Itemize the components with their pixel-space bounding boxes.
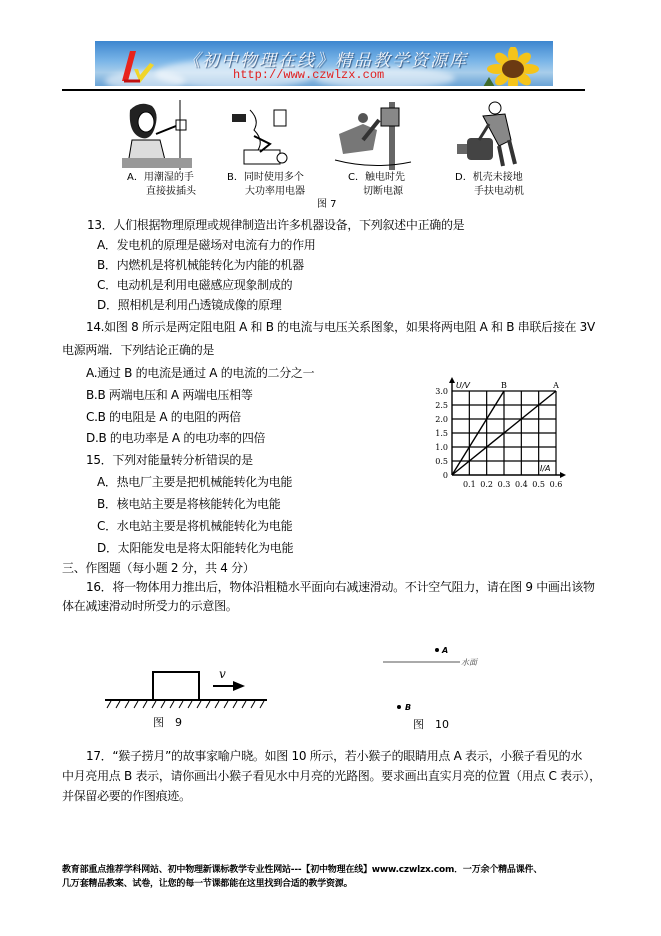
- point-a: [435, 648, 439, 652]
- banner-title: 《初中物理在线》精品教学资源库: [183, 51, 468, 71]
- figure7-picture-c: [333, 100, 413, 170]
- q14-option-a: A.通过 B 的电流是通过 A 的电流的二分之一: [86, 366, 315, 380]
- velocity-label: v: [219, 667, 226, 681]
- hatch-mark: [125, 701, 129, 708]
- y-axis-arrow: [449, 377, 455, 383]
- hatch-mark: [206, 701, 210, 708]
- section3-heading: 三、作图题（每小题 2 分，共 4 分）: [62, 561, 255, 575]
- point-a-label: A: [442, 646, 449, 655]
- figure8-chart: [420, 375, 570, 490]
- figure7-label-d-line1: D．机壳未接地: [455, 172, 523, 183]
- q16-line2: 体在减速滑动时所受力的示意图。: [62, 599, 238, 613]
- figure7-label-c-line2: 切断电源: [363, 186, 403, 197]
- logo-icon: [120, 49, 164, 85]
- figure7-label-d-line2: 手扶电动机: [474, 186, 524, 197]
- hatch-mark: [161, 701, 165, 708]
- footer-line1: 教育部重点推荐学科网站、初中物理新课标教学专业性网站---【初中物理在线】www.czwlzx.com．一万余个精品课件、: [62, 865, 543, 875]
- hatch-mark: [215, 701, 219, 708]
- hatch-mark: [233, 701, 237, 708]
- header-banner: [95, 41, 553, 86]
- figure7-label-a-line2: 直接拔插头: [146, 186, 196, 197]
- figure7-label-b-line1: B．同时使用多个: [227, 172, 304, 183]
- hatch-mark: [242, 701, 246, 708]
- water-surface-label: 水面: [461, 658, 477, 667]
- figure10-caption: 图 10: [413, 718, 449, 731]
- figure7-label-c-line1: C．触电时先: [348, 172, 405, 183]
- q14-option-b: B.B 两端电压和 A 两端电压相等: [86, 388, 253, 402]
- y-tick-label: 0: [442, 471, 448, 480]
- q13-option-a: A．发电机的原理是磁场对电流有力的作用: [97, 238, 316, 252]
- hatch-mark: [260, 701, 264, 708]
- hatch-mark: [170, 701, 174, 708]
- figure7-picture-b: [230, 100, 295, 170]
- hatch-mark: [179, 701, 183, 708]
- q15-option-c: C．水电站主要是将机械能转化为电能: [97, 519, 293, 533]
- x-tick-label: 0.6: [549, 480, 563, 489]
- x-tick-label: 0.3: [497, 480, 511, 489]
- page-footer: [62, 863, 542, 891]
- x-tick-label: 0.4: [514, 480, 528, 489]
- q15-option-d: D．太阳能发电是将太阳能转化为电能: [97, 541, 294, 555]
- figure10-diagram: [375, 640, 505, 735]
- point-b-label: B: [405, 703, 412, 712]
- x-tick-label: 0.2: [480, 480, 494, 489]
- q13-option-b: B．内燃机是将机械能转化为内能的机器: [97, 258, 304, 272]
- header-divider: [62, 89, 585, 91]
- y-tick-label: 3.0: [435, 387, 448, 396]
- hatch-mark: [134, 701, 138, 708]
- series-label-a: A: [553, 381, 559, 390]
- banner-url: http://www.czwlzx.com: [233, 68, 385, 82]
- q14-option-d: D.B 的电功率是 A 的电功率的四倍: [86, 431, 266, 445]
- y-tick-label: 2.5: [435, 401, 448, 410]
- footer-line2: 几万套精品教案、试卷，让您的每一节课都能在这里找到合适的教学资源。: [62, 879, 353, 889]
- figure7-picture-a: [120, 100, 195, 170]
- q17-line3: 并保留必要的作图痕迹。: [62, 789, 191, 803]
- figure7-picture-d: [453, 100, 528, 170]
- hatch-mark: [143, 701, 147, 708]
- q17-line2: 中月亮用点 B 表示，请你画出小猴子看见水中月亮的光路图。要求画出直实月亮的位置（用点 C 表示），: [62, 769, 601, 783]
- q15-option-a: A．热电厂主要是把机械能转化为电能: [97, 475, 293, 489]
- figure7-label-a-line1: A．用潮湿的手: [127, 172, 194, 183]
- hatch-mark: [107, 701, 111, 708]
- block: [153, 672, 199, 700]
- q17-line1: 17．“猴子捞月”的故事家喻户晓。如图 10 所示，若小猴子的眼睛用点 A 表示，小猴子看见的水: [86, 749, 583, 763]
- x-axis-label: I/A: [540, 464, 551, 473]
- y-axis-label: U/V: [456, 381, 471, 390]
- hatch-mark: [197, 701, 201, 708]
- q14-stem-line1: 14.如图 8 所示是两定阻电阻 A 和 B 的电流与电压关系图象，如果将两电阻 A 和 B 串联后接在 3V: [86, 320, 595, 334]
- figure9-caption: 图 9: [153, 716, 182, 729]
- y-tick-label: 2.0: [435, 415, 448, 424]
- sunflower-icon: [475, 47, 545, 86]
- figure7-label-b-line2: 大功率用电器: [245, 186, 305, 197]
- hatch-mark: [188, 701, 192, 708]
- y-tick-label: 1.5: [435, 429, 448, 438]
- x-tick-label: 0.1: [462, 480, 476, 489]
- velocity-arrowhead: [233, 681, 245, 691]
- hatch-mark: [152, 701, 156, 708]
- q15-stem: 15．下列对能量转分析错误的是: [86, 453, 253, 467]
- q13-option-c: C．电动机是利用电磁感应现象制成的: [97, 278, 293, 292]
- q14-stem-line2: 电源两端．下列结论正确的是: [62, 343, 215, 357]
- x-tick-label: 0.5: [532, 480, 546, 489]
- series-label-b: B: [501, 381, 507, 390]
- y-tick-label: 0.5: [435, 457, 448, 466]
- y-tick-label: 1.0: [435, 443, 448, 452]
- q15-option-b: B．核电站主要是将核能转化为电能: [97, 497, 281, 511]
- hatch-mark: [224, 701, 228, 708]
- figure7-caption: 图 7: [317, 199, 337, 210]
- q13-stem: 13．人们根据物理原理或规律制造出许多机器设备，下列叙述中正确的是: [87, 218, 465, 232]
- hatch-mark: [251, 701, 255, 708]
- ground-hatching: [107, 701, 264, 708]
- figure9-diagram: [95, 660, 275, 730]
- q16-line1: 16．将一物体用力推出后，物体沿粗糙水平面向右减速滑动。不计空气阻力，请在图 9 中画出该物: [86, 580, 595, 594]
- hatch-mark: [116, 701, 120, 708]
- x-axis-arrow: [560, 472, 566, 478]
- point-b: [397, 705, 401, 709]
- q13-option-d: D．照相机是利用凸透镜成像的原理: [97, 298, 282, 312]
- q14-option-c: C.B 的电阻是 A 的电阻的两倍: [86, 410, 241, 424]
